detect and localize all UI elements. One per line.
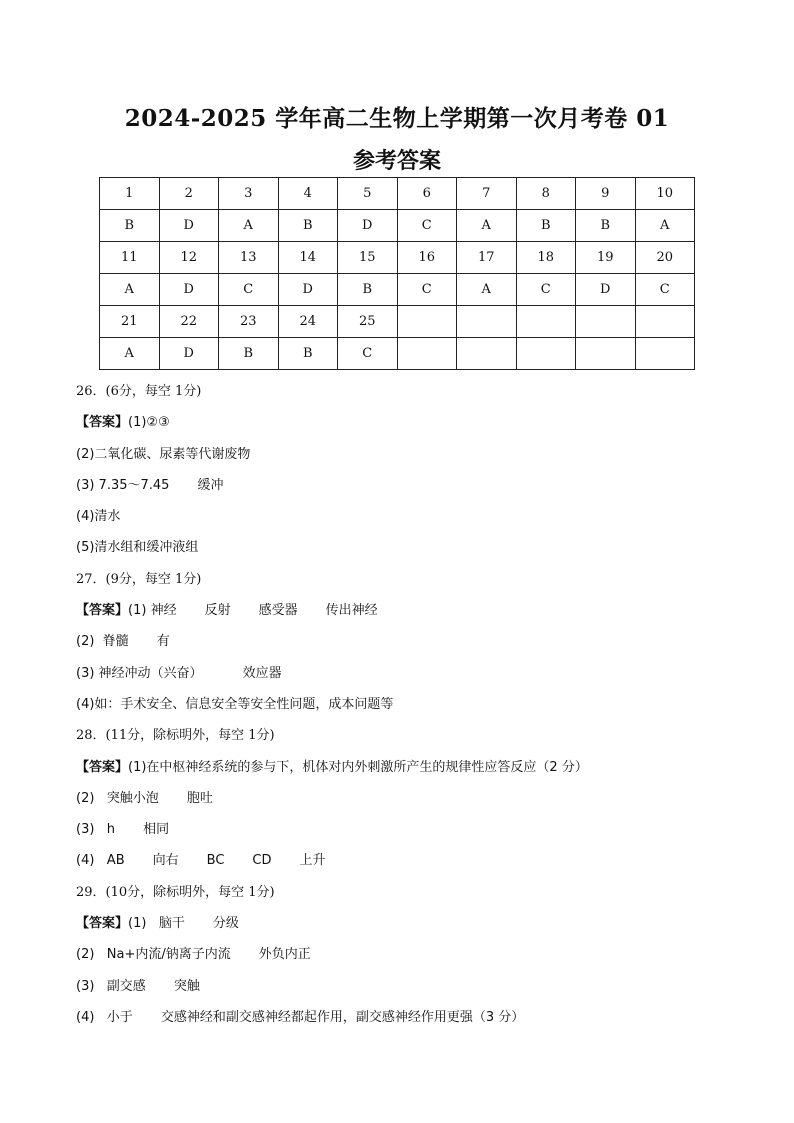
question-26-answer-3: (3) 7.35～7.45 缓冲: [76, 477, 224, 493]
question-number-cell: 18: [516, 242, 576, 274]
question-27-header: 27．(9分，每空 1分): [76, 571, 202, 587]
answer-letter-cell: D: [338, 210, 398, 242]
answer-tag: 【答案】: [76, 759, 129, 775]
answer-letter-cell: B: [278, 338, 338, 370]
question-number-cell: 21: [100, 306, 160, 338]
question-number-cell: 24: [278, 306, 338, 338]
question-28-answer-2: (2) 突触小泡 胞吐: [76, 790, 213, 806]
answer-letter-cell: B: [516, 210, 576, 242]
answer-letter-cell: C: [397, 210, 457, 242]
answer-letter-cell: C: [219, 274, 279, 306]
answer-letter-cell: [635, 338, 695, 370]
question-number-cell: [576, 306, 636, 338]
answer-letter-cell: A: [457, 274, 517, 306]
answer-letter-cell: A: [635, 210, 695, 242]
answer-letter-cell: C: [397, 274, 457, 306]
answer-letter-cell: D: [159, 274, 219, 306]
answer-letter-cell: B: [219, 338, 279, 370]
question-28-answer-1: 【答案】(1)在中枢神经系统的参与下，机体对内外刺激所产生的规律性应答反应（2 分）: [76, 759, 588, 775]
question-number-cell: 3: [219, 178, 279, 210]
answer-letter-cell: A: [100, 338, 160, 370]
question-number-cell: 4: [278, 178, 338, 210]
question-number-cell: 9: [576, 178, 636, 210]
question-number-cell: 10: [635, 178, 695, 210]
question-number-cell: [457, 306, 517, 338]
question-29-answer-1: 【答案】(1) 脑干 分级: [76, 916, 239, 932]
question-number-cell: 22: [159, 306, 219, 338]
answer-letter-cell: [397, 338, 457, 370]
question-number-cell: 7: [457, 178, 517, 210]
question-number-row: [100, 178, 695, 210]
question-number-cell: 2: [159, 178, 219, 210]
page-subtitle: 参考答案: [352, 149, 441, 174]
answer-letter-cell: [516, 338, 576, 370]
question-27-answer-2: (2) 脊髓 有: [76, 634, 170, 650]
question-number-cell: 5: [338, 178, 398, 210]
answer-letter-cell: C: [635, 274, 695, 306]
question-number-cell: 17: [457, 242, 517, 274]
answer-tag: 【答案】: [76, 415, 129, 431]
question-number-cell: 12: [159, 242, 219, 274]
question-26-answer-5: (5)清水组和缓冲液组: [76, 540, 199, 556]
answer-letter-cell: B: [338, 274, 398, 306]
question-number-cell: 6: [397, 178, 457, 210]
answer-letter-row: [100, 210, 695, 242]
question-27-answer-4: (4)如：手术安全、信息安全等安全性问题，成本问题等: [76, 696, 394, 712]
question-26-answer-2: (2)二氧化碳、尿素等代谢废物: [76, 446, 251, 462]
question-number-cell: [635, 306, 695, 338]
page-title: 2024-2025 学年高二生物上学期第一次月考卷 01: [124, 105, 670, 132]
answer-tag: 【答案】: [76, 603, 129, 619]
question-number-cell: 19: [576, 242, 636, 274]
question-number-row: [100, 306, 695, 338]
question-26-header: 26．(6分，每空 1分): [76, 384, 202, 399]
answer-letter-cell: [457, 338, 517, 370]
answer-letter-cell: B: [100, 210, 160, 242]
answer-tag: 【答案】: [76, 916, 129, 932]
question-28-answer-3: (3) h 相同: [76, 822, 170, 838]
answer-letter-cell: A: [457, 210, 517, 242]
answer-letter-cell: B: [576, 210, 636, 242]
answer-letter-row: [100, 274, 695, 306]
question-number-cell: 11: [100, 242, 160, 274]
answer-letter-cell: C: [516, 274, 576, 306]
question-number-cell: 15: [338, 242, 398, 274]
question-28-header: 28．(11分，除标明外，每空 1分): [76, 728, 275, 744]
question-number-row: [100, 242, 695, 274]
question-number-cell: 16: [397, 242, 457, 274]
question-27-answer-1: 【答案】(1) 神经 反射 感受器 传出神经: [76, 603, 378, 619]
answer-letter-cell: B: [278, 210, 338, 242]
question-26-answer-4: (4)清水: [76, 509, 121, 525]
answer-table: [99, 177, 695, 370]
answer-letter-cell: A: [100, 274, 160, 306]
question-29-answer-2: (2) Na+内流/钠离子内流 外负内正: [76, 947, 311, 963]
answer-letter-cell: [576, 338, 636, 370]
question-number-cell: 23: [219, 306, 279, 338]
question-28-answer-4: (4) AB 向右 BC CD 上升: [76, 853, 326, 869]
answer-letter-cell: D: [159, 338, 219, 370]
question-number-cell: 14: [278, 242, 338, 274]
question-number-cell: 13: [219, 242, 279, 274]
question-number-cell: 25: [338, 306, 398, 338]
question-number-cell: 1: [100, 178, 160, 210]
question-26-answer-1: 【答案】(1)②③: [76, 415, 170, 431]
question-29-answer-4: (4) 小于 交感神经和副交感神经都起作用，副交感神经作用更强（3 分）: [76, 1009, 525, 1025]
question-number-cell: [516, 306, 576, 338]
question-number-cell: 8: [516, 178, 576, 210]
answer-letter-cell: D: [576, 274, 636, 306]
question-27-answer-3: (3) 神经冲动（兴奋） 效应器: [76, 665, 282, 681]
question-29-answer-3: (3) 副交感 突触: [76, 978, 200, 994]
question-number-cell: 20: [635, 242, 695, 274]
answer-letter-row: [100, 338, 695, 370]
question-29-header: 29．(10分，除标明外，每空 1分): [76, 884, 275, 900]
answer-letter-cell: D: [278, 274, 338, 306]
answer-letter-cell: A: [219, 210, 279, 242]
answer-section: [76, 376, 736, 1033]
question-number-cell: [397, 306, 457, 338]
answer-letter-cell: C: [338, 338, 398, 370]
answer-letter-cell: D: [159, 210, 219, 242]
